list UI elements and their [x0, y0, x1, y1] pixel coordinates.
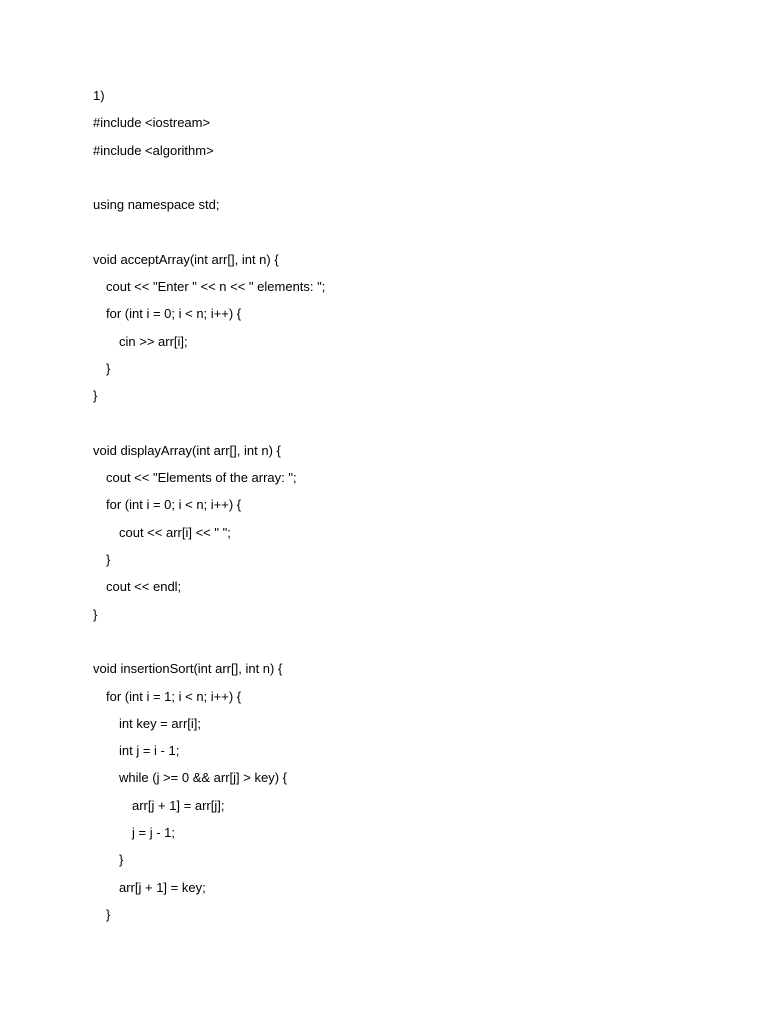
code-line: }: [119, 852, 124, 868]
code-line: cout << arr[i] << " ";: [119, 524, 231, 540]
code-block: [93, 82, 733, 928]
code-line: cin >> arr[i];: [119, 333, 188, 349]
code-line: arr[j + 1] = key;: [119, 879, 206, 895]
code-line: 1): [93, 88, 105, 103]
code-line: for (int i = 0; i < n; i++) {: [106, 306, 242, 322]
code-line: arr[j + 1] = arr[j];: [132, 797, 225, 813]
code-line: void acceptArray(int arr[], int n) {: [93, 251, 279, 267]
code-line: void displayArray(int arr[], int n) {: [93, 442, 281, 458]
code-line: using namespace std;: [93, 197, 220, 213]
code-line: }: [93, 606, 98, 622]
code-line: j = j - 1;: [132, 825, 175, 841]
code-line: }: [106, 360, 111, 376]
code-line: }: [93, 388, 98, 404]
code-line: }: [106, 906, 111, 922]
code-line: void insertionSort(int arr[], int n) {: [93, 661, 283, 677]
code-line: cout << endl;: [106, 579, 182, 595]
code-line: while (j >= 0 && arr[j] > key) {: [119, 770, 287, 786]
code-line: #include <iostream>: [93, 115, 211, 131]
code-line: [93, 628, 733, 655]
code-line: [93, 164, 733, 191]
code-line: [93, 410, 733, 437]
code-line: int key = arr[i];: [119, 715, 201, 731]
code-line: for (int i = 1; i < n; i++) {: [106, 688, 242, 704]
code-line: int j = i - 1;: [119, 743, 180, 759]
code-line: [93, 218, 733, 245]
code-line: cout << "Elements of the array: ";: [106, 470, 297, 486]
code-line: cout << "Enter " << n << " elements: ";: [106, 279, 326, 295]
code-line: for (int i = 0; i < n; i++) {: [106, 497, 242, 513]
code-line: #include <algorithm>: [93, 142, 214, 158]
code-line: }: [106, 552, 111, 568]
